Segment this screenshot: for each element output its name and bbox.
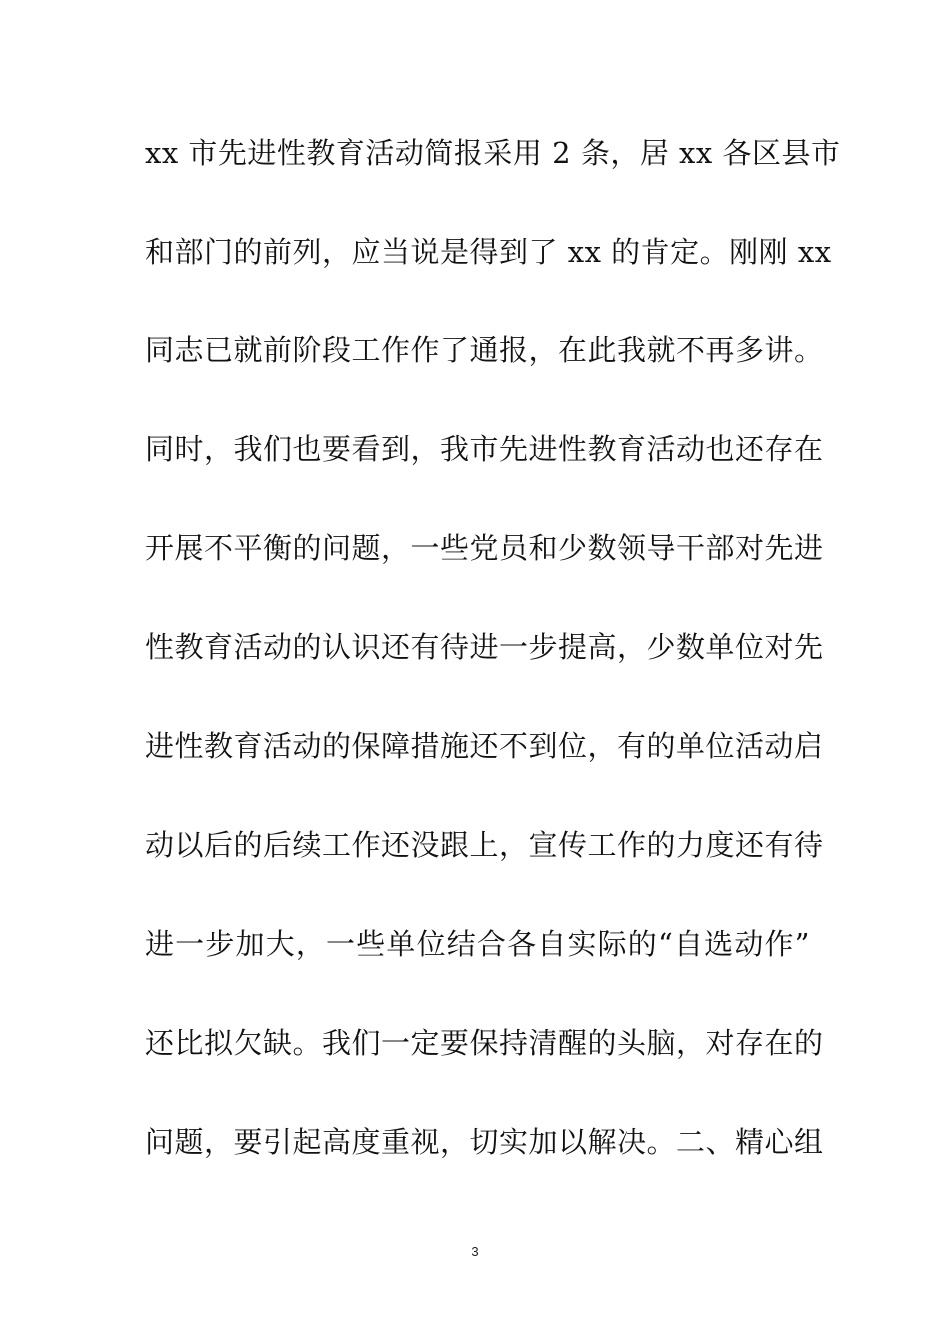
body-text-line-11: 问题，要引起高度重视，切实加以解决。二、精心组 <box>145 1125 824 1159</box>
body-text-line-5: 开展不平衡的问题，一些党员和少数领导干部对先进 <box>145 531 824 565</box>
body-text-line-9: 进一步加大，一些单位结合各自实际的“自选动作” <box>145 927 810 961</box>
body-text-line-3: 同志已就前阶段工作作了通报，在此我就不再多讲。 <box>145 333 824 367</box>
body-text-line-2: 和部门的前列，应当说是得到了 xx 的肯定。刚刚 xx <box>145 235 832 269</box>
body-text-line-6: 性教育活动的认识还有待进一步提高，少数单位对先 <box>145 630 824 664</box>
body-text-line-7: 进性教育活动的保障措施还不到位，有的单位活动启 <box>145 729 824 763</box>
body-text-line-8: 动以后的后续工作还没跟上，宣传工作的力度还有待 <box>145 828 824 862</box>
body-text-line-10: 还比拟欠缺。我们一定要保持清醒的头脑，对存在的 <box>145 1026 824 1060</box>
body-text-line-1: xx 市先进性教育活动简报采用 2 条，居 xx 各区县市 <box>145 136 841 170</box>
body-text-line-4: 同时，我们也要看到，我市先进性教育活动也还存在 <box>145 432 824 466</box>
page-number: 3 <box>471 1244 479 1259</box>
